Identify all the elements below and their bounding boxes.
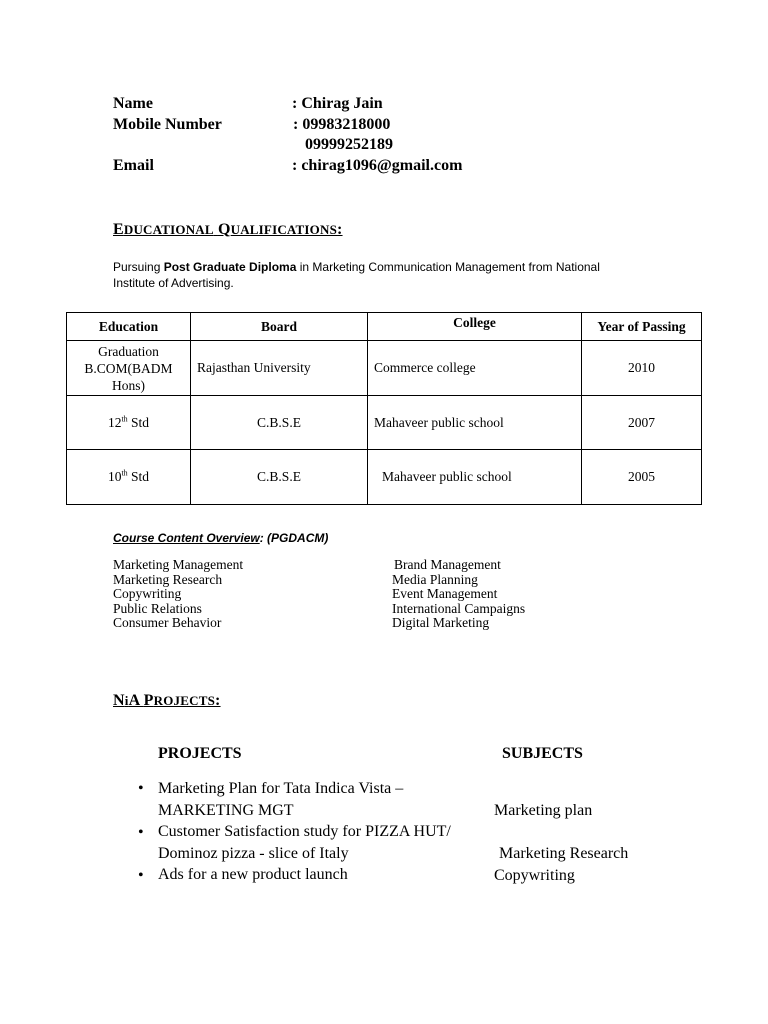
cell-education: 10th Std	[67, 450, 191, 505]
email-value: : chirag1096@gmail.com	[292, 157, 463, 174]
table-row	[67, 450, 702, 505]
cell-college: Commerce college	[368, 341, 582, 396]
project-subject: Marketing Research	[499, 845, 629, 862]
name-value: : Chirag Jain	[292, 95, 383, 112]
projects-heading: NiA PROJECTS:	[113, 692, 221, 709]
list-item: Copywriting	[113, 586, 182, 601]
cell-board: Rajasthan University	[191, 341, 368, 396]
project-subject: Copywriting	[494, 867, 575, 884]
education-table	[66, 312, 702, 505]
mobile-value-2: 09999252189	[305, 136, 393, 153]
list-item: Marketing Management	[113, 557, 244, 572]
mobile-label: Mobile Number	[113, 116, 222, 133]
course-list-left	[113, 558, 243, 631]
cell-year: 2007	[582, 396, 702, 450]
list-item: Consumer Behavior	[113, 615, 222, 630]
cell-education: Graduation B.COM(BADM Hons)	[67, 341, 191, 396]
list-item: International Campaigns	[392, 600, 526, 616]
list-item: Customer Satisfaction study for PIZZA HUT/ Dominoz pizza - slice of Italy	[158, 823, 451, 862]
header-college: College	[368, 313, 582, 341]
course-list-right	[392, 558, 525, 631]
bullet-icon: •	[138, 824, 144, 841]
cell-year: 2010	[582, 341, 702, 396]
table-row	[67, 341, 702, 396]
list-item: Public Relations	[113, 600, 202, 616]
list-item: Digital Marketing	[392, 615, 490, 630]
header-education: Education	[67, 313, 191, 341]
subjects-column-header: SUBJECTS	[502, 745, 583, 762]
mobile-value-1: : 09983218000	[293, 116, 391, 133]
list-item: Brand Management	[394, 557, 501, 572]
education-heading: EDUCATIONAL QUALIFICATIONS:	[113, 221, 343, 238]
course-title: Course Content Overview: (PGDACM)	[113, 531, 329, 545]
table-header-row	[67, 313, 702, 341]
cell-board: C.B.S.E	[191, 396, 368, 450]
bullet-icon: •	[138, 780, 144, 797]
cell-board: C.B.S.E	[191, 450, 368, 505]
list-item: Marketing Plan for Tata Indica Vista – MARKETING MGT	[158, 780, 404, 819]
project-subject: Marketing plan	[494, 802, 593, 819]
list-item: Event Management	[392, 586, 498, 601]
list-item: Marketing Research	[113, 571, 223, 587]
header-year: Year of Passing	[582, 313, 702, 341]
email-label: Email	[113, 157, 154, 174]
pursuing-paragraph: Pursuing Post Graduate Diploma in Marketing Communication Management from National Institute of Advertising.	[113, 260, 600, 290]
table-row	[67, 396, 702, 450]
cell-college: Mahaveer public school	[368, 450, 582, 505]
list-item: Ads for a new product launch	[158, 866, 348, 883]
bullet-icon: •	[138, 867, 144, 884]
cell-education: 12th Std	[67, 396, 191, 450]
list-item: Media Planning	[392, 571, 478, 587]
name-label: Name	[113, 95, 153, 112]
header-board: Board	[191, 313, 368, 341]
cell-college: Mahaveer public school	[368, 396, 582, 450]
projects-column-header: PROJECTS	[158, 745, 242, 762]
cell-year: 2005	[582, 450, 702, 505]
